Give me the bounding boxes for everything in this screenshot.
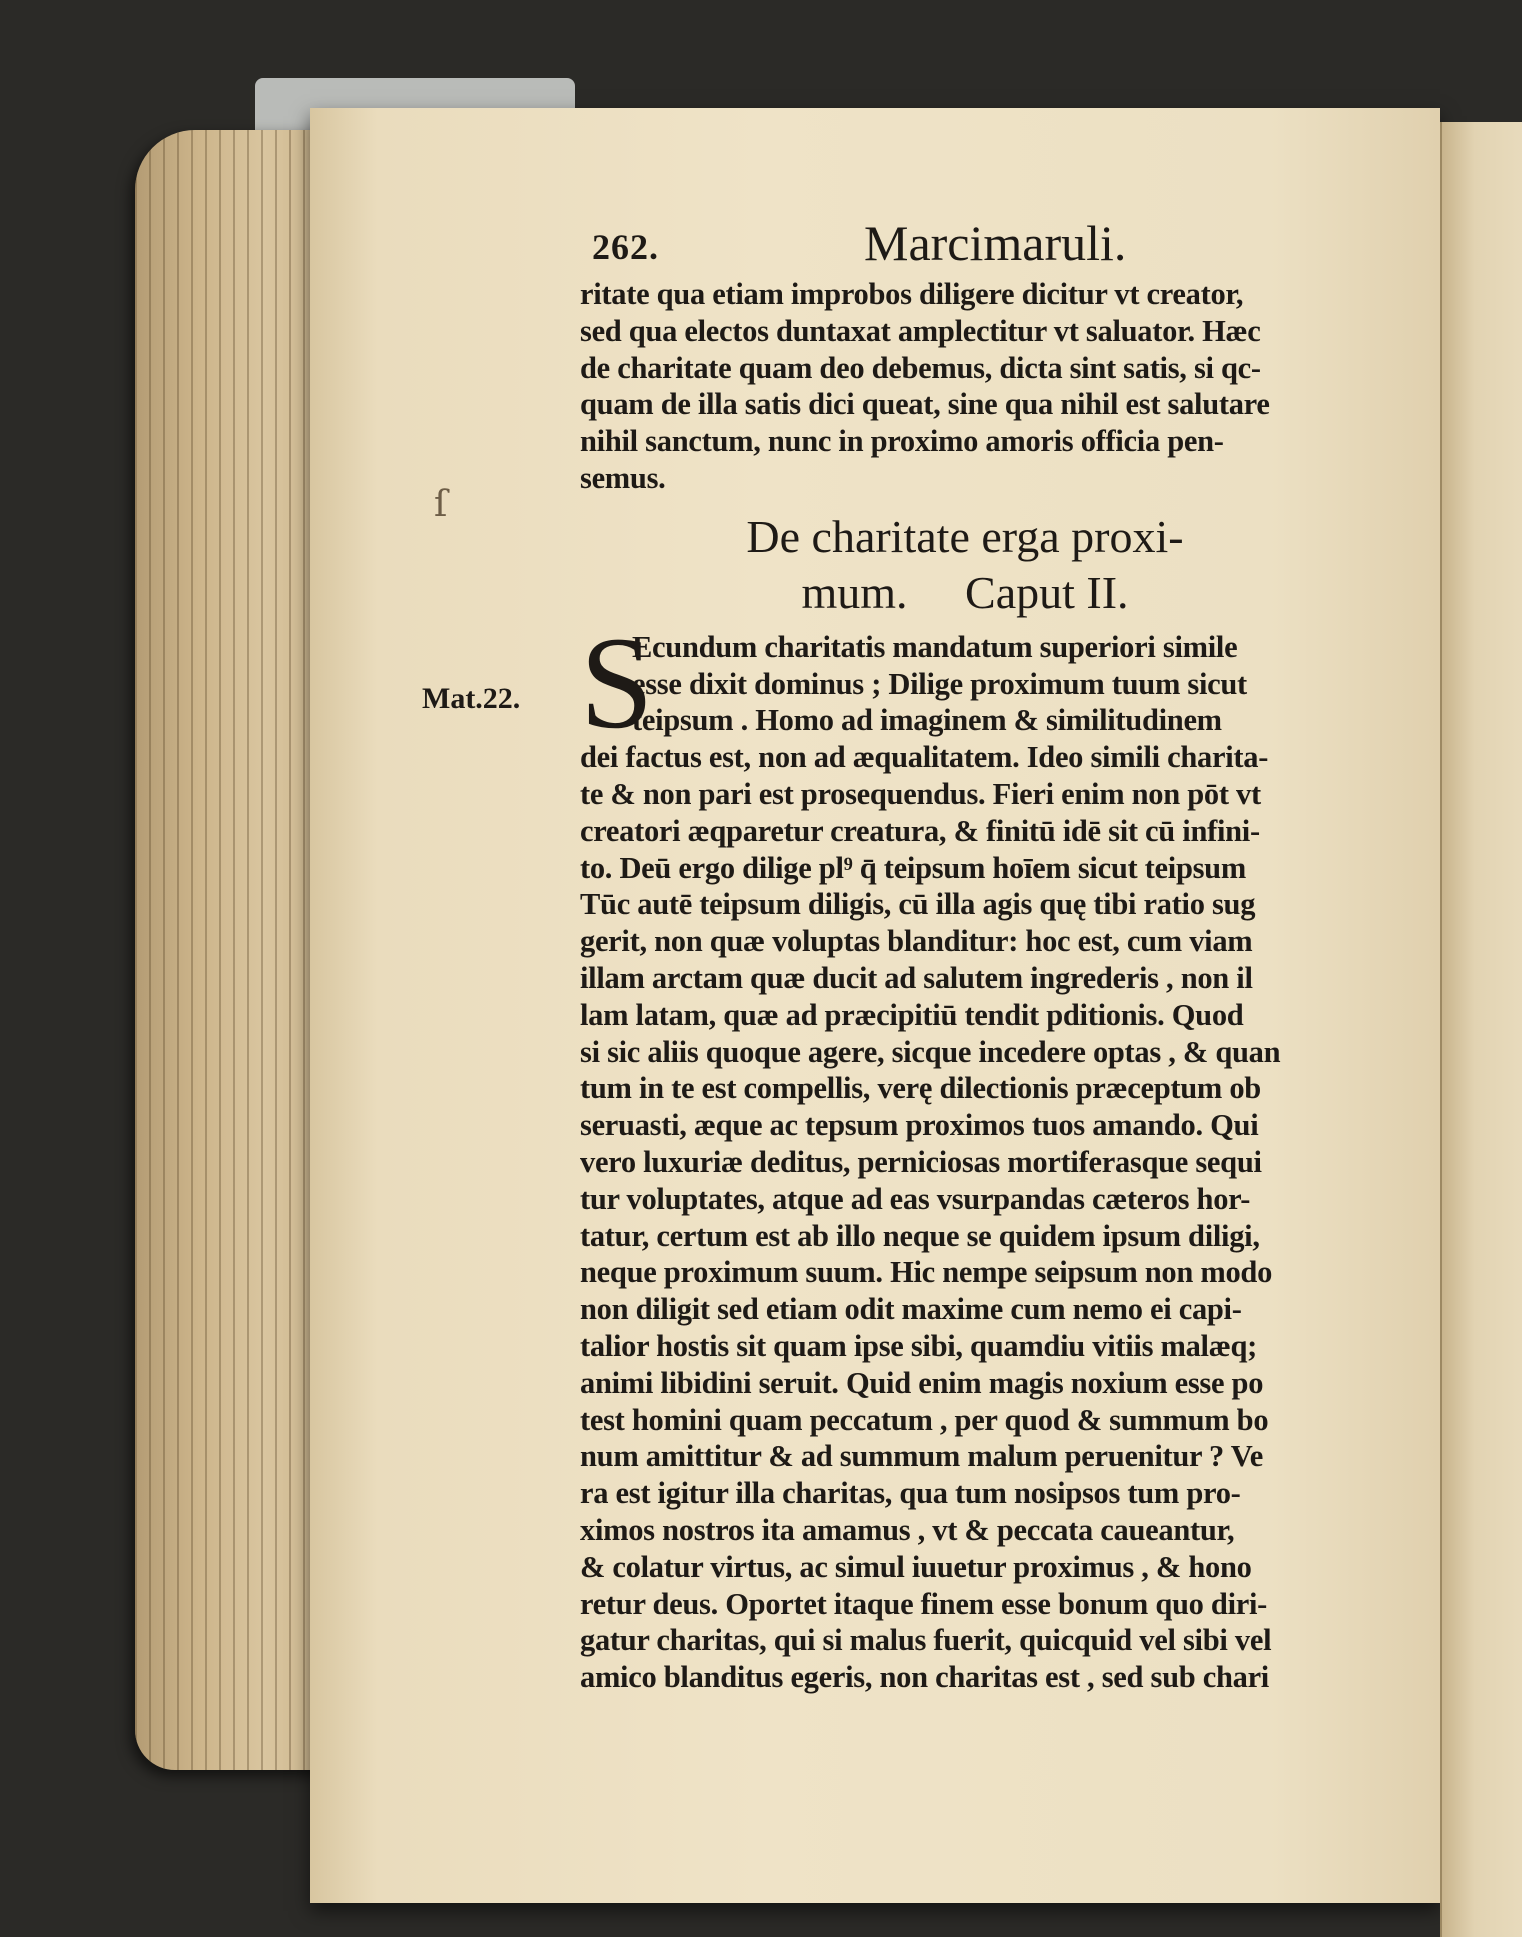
text-line: creatori æqparetur creatura, & finitū idē sit cū infini- [580,813,1260,848]
text-line: de charitate quam deo debemus, dicta sint satis, si qc- [580,350,1261,385]
drop-cap: S [580,608,654,756]
text-line: animi libidini seruit. Quid enim magis noxium esse po [580,1365,1264,1400]
text-line: nihil sanctum, nunc in proximo amoris officia pen- [580,424,1224,459]
text-line: to. Deū ergo dilige pl⁹ q̄ teipsum hoīem sicut teipsum [580,850,1246,885]
chapter-heading [670,509,1260,621]
text-line: tur voluptates, atque ad eas vsurpandas cæteros hor- [580,1181,1251,1216]
running-title: Marcimaruli. [864,215,1127,271]
text-line: ximos nostros ita amamus , vt & peccata caueantur, [580,1512,1235,1547]
text-line: lam latam, quæ ad præcipitiū tendit pditionis. Quod [580,997,1244,1032]
text-line: neque proximum suum. Hic nempe seipsum non modo [580,1255,1273,1290]
text-line: ra est igitur illa charitas, qua tum nosipsos tum pro- [580,1476,1241,1511]
text-line: test homini quam peccatum , per quod & summum bo [580,1402,1269,1437]
margin-mark: ſ [434,484,448,525]
text-line: num amittitur & ad summum malum peruenitur ? Ve [580,1439,1263,1474]
text-line: seruasti, æque ac tepsum proximos tuos amando. Qui [580,1108,1259,1143]
text-line: non diligit sed etiam odit maxime cum nemo ei capi- [580,1292,1242,1327]
paragraph-1 [580,276,1350,497]
text-line: quam de illa satis dici queat, sine qua nihil est salutare [580,387,1270,422]
text-line: retur deus. Oportet itaque finem esse bonum quo diri- [580,1586,1268,1621]
text-line: ritate qua etiam improbos diligere dicitur vt creator, [580,277,1244,311]
page-number: 262. [592,227,659,267]
text-line: tum in te est compellis, verę dilectionis præceptum ob [580,1071,1261,1106]
text-line: illam arctam quæ ducit ad salutem ingrederis , non il [580,960,1253,995]
heading-line: De charitate erga proxi- [746,510,1184,562]
text-line: gerit, non quæ voluptas blanditur: hoc est, cum viam [580,924,1253,959]
heading-line: mum. Caput II. [801,566,1129,618]
margin-note: Mat.22. [422,682,521,715]
text-line: esse dixit dominus ; Dilige proximum tuum sicut [632,666,1247,701]
running-head [580,212,1350,276]
text-line: talior hostis sit quam ipse sibi, quamdiu vitiis malæq; [580,1328,1257,1363]
text-line: teipsum . Homo ad imaginem & similitudinem [632,703,1222,738]
text-line: sed qua electos duntaxat amplectitur vt saluator. Hæc [580,313,1261,348]
text-line: dei factus est, non ad æqualitatem. Ideo simili charita- [580,740,1269,775]
text-line: gatur charitas, qui si malus fuerit, quicquid vel sibi vel [580,1623,1272,1658]
text-line: & colatur virtus, ac simul iuuetur proximus , & hono [580,1549,1252,1584]
text-line: vero luxuriæ deditus, perniciosas mortiferasque sequi [580,1144,1262,1179]
text-block [580,212,1350,1696]
text-line: semus. [580,460,666,495]
text-line: te & non pari est prosequendus. Fieri enim non pōt vt [580,776,1261,811]
text-line: Tūc autē teipsum diligis, cū illa agis quę tibi ratio sug [580,887,1256,922]
text-line: tatur, certum est ab illo neque se quidem ipsum diligi, [580,1218,1260,1253]
text-line: si sic aliis quoque agere, sicque incedere optas , & quan [580,1034,1281,1069]
facing-page-edge [1440,122,1522,1937]
chapter-body [580,608,1350,1696]
text-line: amico blanditus egeris, non charitas est , sed sub chari [580,1660,1269,1695]
text-line: Ecundum charitatis mandatum superiori simile [632,629,1238,664]
